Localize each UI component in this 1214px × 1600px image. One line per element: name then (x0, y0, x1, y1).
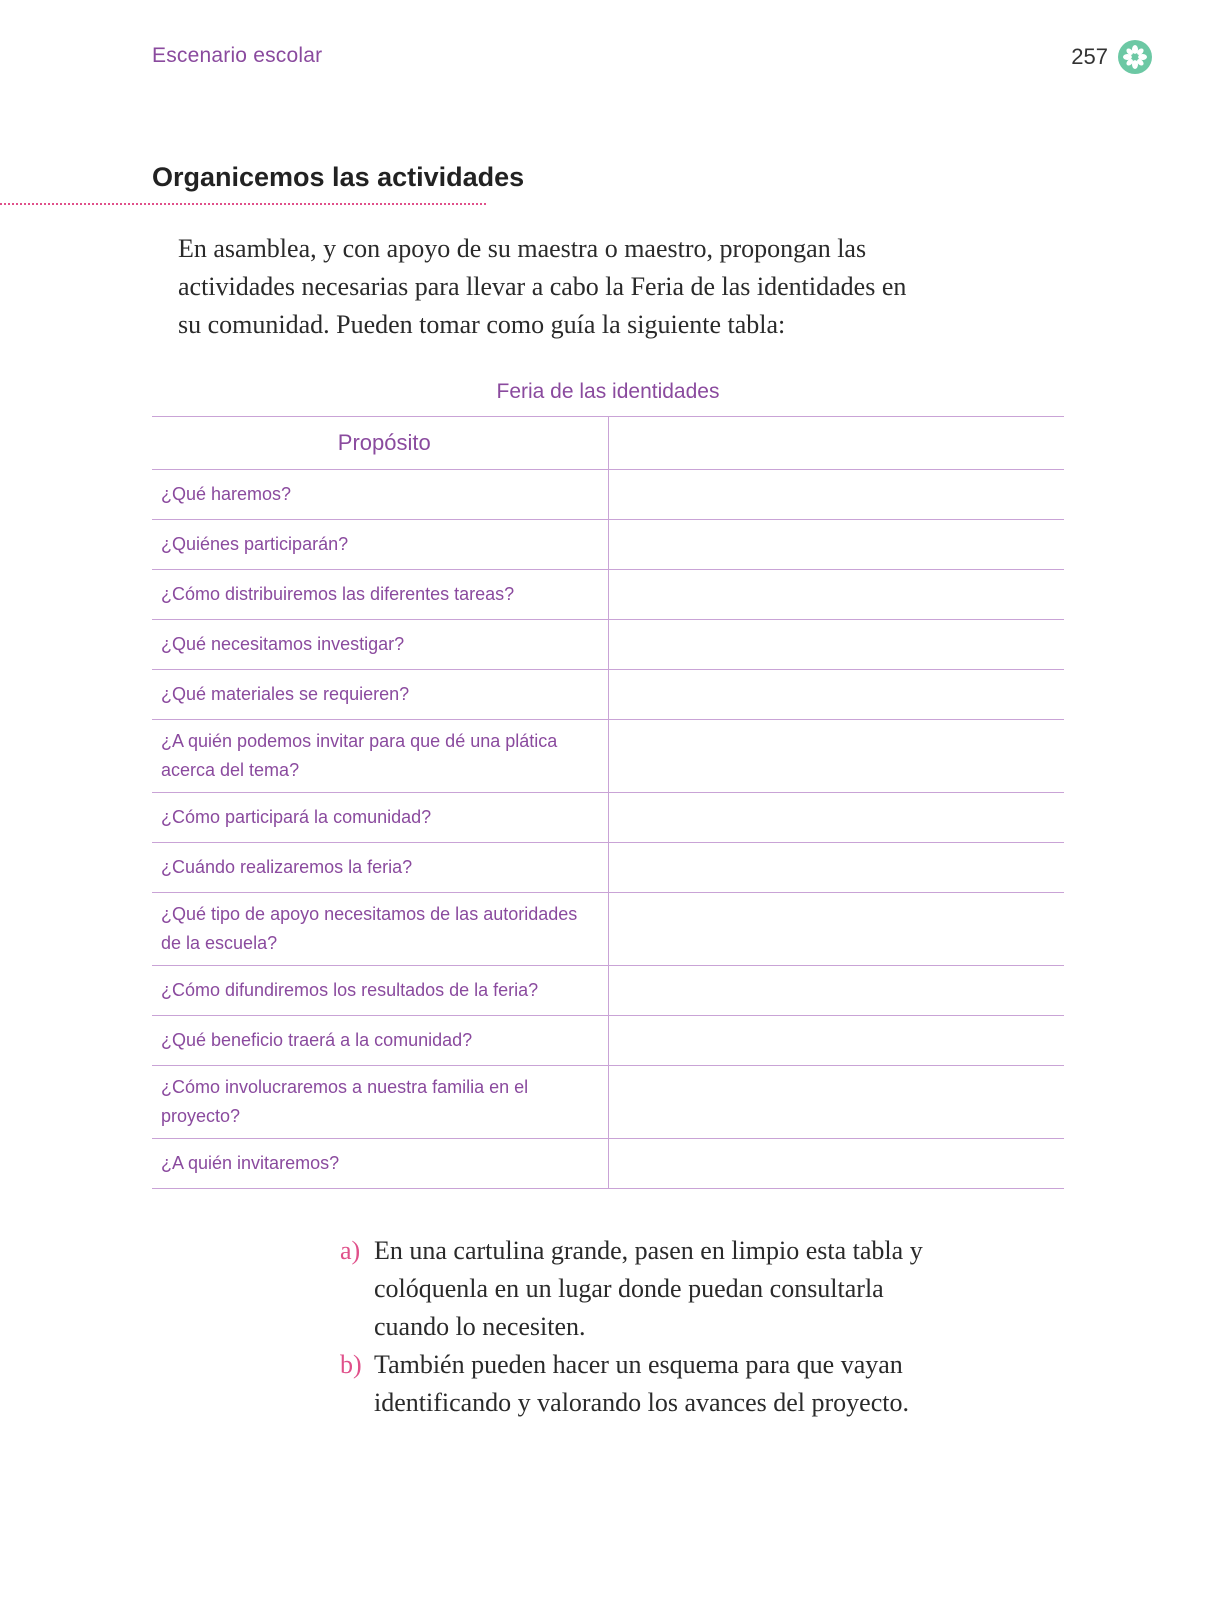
answer-cell[interactable] (608, 1139, 1064, 1189)
table-row (152, 520, 1064, 570)
question-cell: ¿Cómo difundiremos los resultados de la feria? (152, 966, 608, 1016)
answer-cell[interactable] (608, 1016, 1064, 1066)
activity-list (340, 1232, 960, 1422)
answer-cell[interactable] (608, 620, 1064, 670)
table-caption: Feria de las identidades (496, 380, 720, 403)
question-cell: ¿Cuándo realizaremos la feria? (152, 843, 608, 893)
answer-cell[interactable] (608, 793, 1064, 843)
answer-cell[interactable] (608, 1066, 1064, 1139)
section-label: Escenario escolar (152, 44, 323, 67)
question-cell: ¿Qué haremos? (152, 470, 608, 520)
table-row (152, 470, 1064, 520)
list-item-text: También pueden hacer un esquema para que vayan identificando y valorando los avances del proyecto. (374, 1350, 909, 1417)
purpose-header: Propósito (152, 417, 608, 470)
answer-cell[interactable] (608, 843, 1064, 893)
table-row (152, 670, 1064, 720)
table-header-row (152, 417, 1064, 470)
question-cell: ¿A quién podemos invitar para que dé una plática acerca del tema? (152, 720, 608, 793)
answer-cell[interactable] (608, 670, 1064, 720)
table-row (152, 1139, 1064, 1189)
table-row (152, 1016, 1064, 1066)
page-header-right (1071, 40, 1152, 74)
section-title: Organicemos las actividades (152, 162, 525, 192)
answer-cell[interactable] (608, 520, 1064, 570)
fair-planning-table (152, 416, 1064, 1189)
question-cell: ¿Qué necesitamos investigar? (152, 620, 608, 670)
intro-paragraph: En asamblea, y con apoyo de su maestra o maestro, propongan las actividades necesarias para llevar a cabo la Feria de las identidades en su comunidad. Pueden tomar como guía la siguiente tabla: (178, 234, 907, 339)
list-item (340, 1232, 960, 1346)
answer-cell[interactable] (608, 470, 1064, 520)
answer-cell[interactable] (608, 893, 1064, 966)
table-row (152, 720, 1064, 793)
page-number: 257 (1071, 44, 1108, 69)
question-cell: ¿Qué materiales se requieren? (152, 670, 608, 720)
question-cell: ¿Cómo participará la comunidad? (152, 793, 608, 843)
question-cell: ¿Cómo distribuiremos las diferentes tareas? (152, 570, 608, 620)
table-row (152, 843, 1064, 893)
answer-cell[interactable] (608, 966, 1064, 1016)
answer-cell[interactable] (608, 720, 1064, 793)
table-row (152, 570, 1064, 620)
title-underline (0, 203, 486, 205)
flower-icon (1118, 40, 1152, 74)
table-row (152, 620, 1064, 670)
question-cell: ¿Cómo involucraremos a nuestra familia en el proyecto? (152, 1066, 608, 1139)
list-item (340, 1346, 960, 1422)
table-row (152, 793, 1064, 843)
question-cell: ¿Quiénes participarán? (152, 520, 608, 570)
question-cell: ¿Qué tipo de apoyo necesitamos de las autoridades de la escuela? (152, 893, 608, 966)
table-row (152, 1066, 1064, 1139)
answer-header-cell (608, 417, 1064, 470)
table-row (152, 966, 1064, 1016)
list-item-text: En una cartulina grande, pasen en limpio esta tabla y colóquenla en un lugar donde puedan consultarla cuando lo necesiten. (374, 1236, 923, 1341)
table-row (152, 893, 1064, 966)
answer-cell[interactable] (608, 570, 1064, 620)
list-marker: a) (340, 1236, 361, 1265)
question-cell: ¿A quién invitaremos? (152, 1139, 608, 1189)
list-marker: b) (340, 1350, 362, 1379)
question-cell: ¿Qué beneficio traerá a la comunidad? (152, 1016, 608, 1066)
